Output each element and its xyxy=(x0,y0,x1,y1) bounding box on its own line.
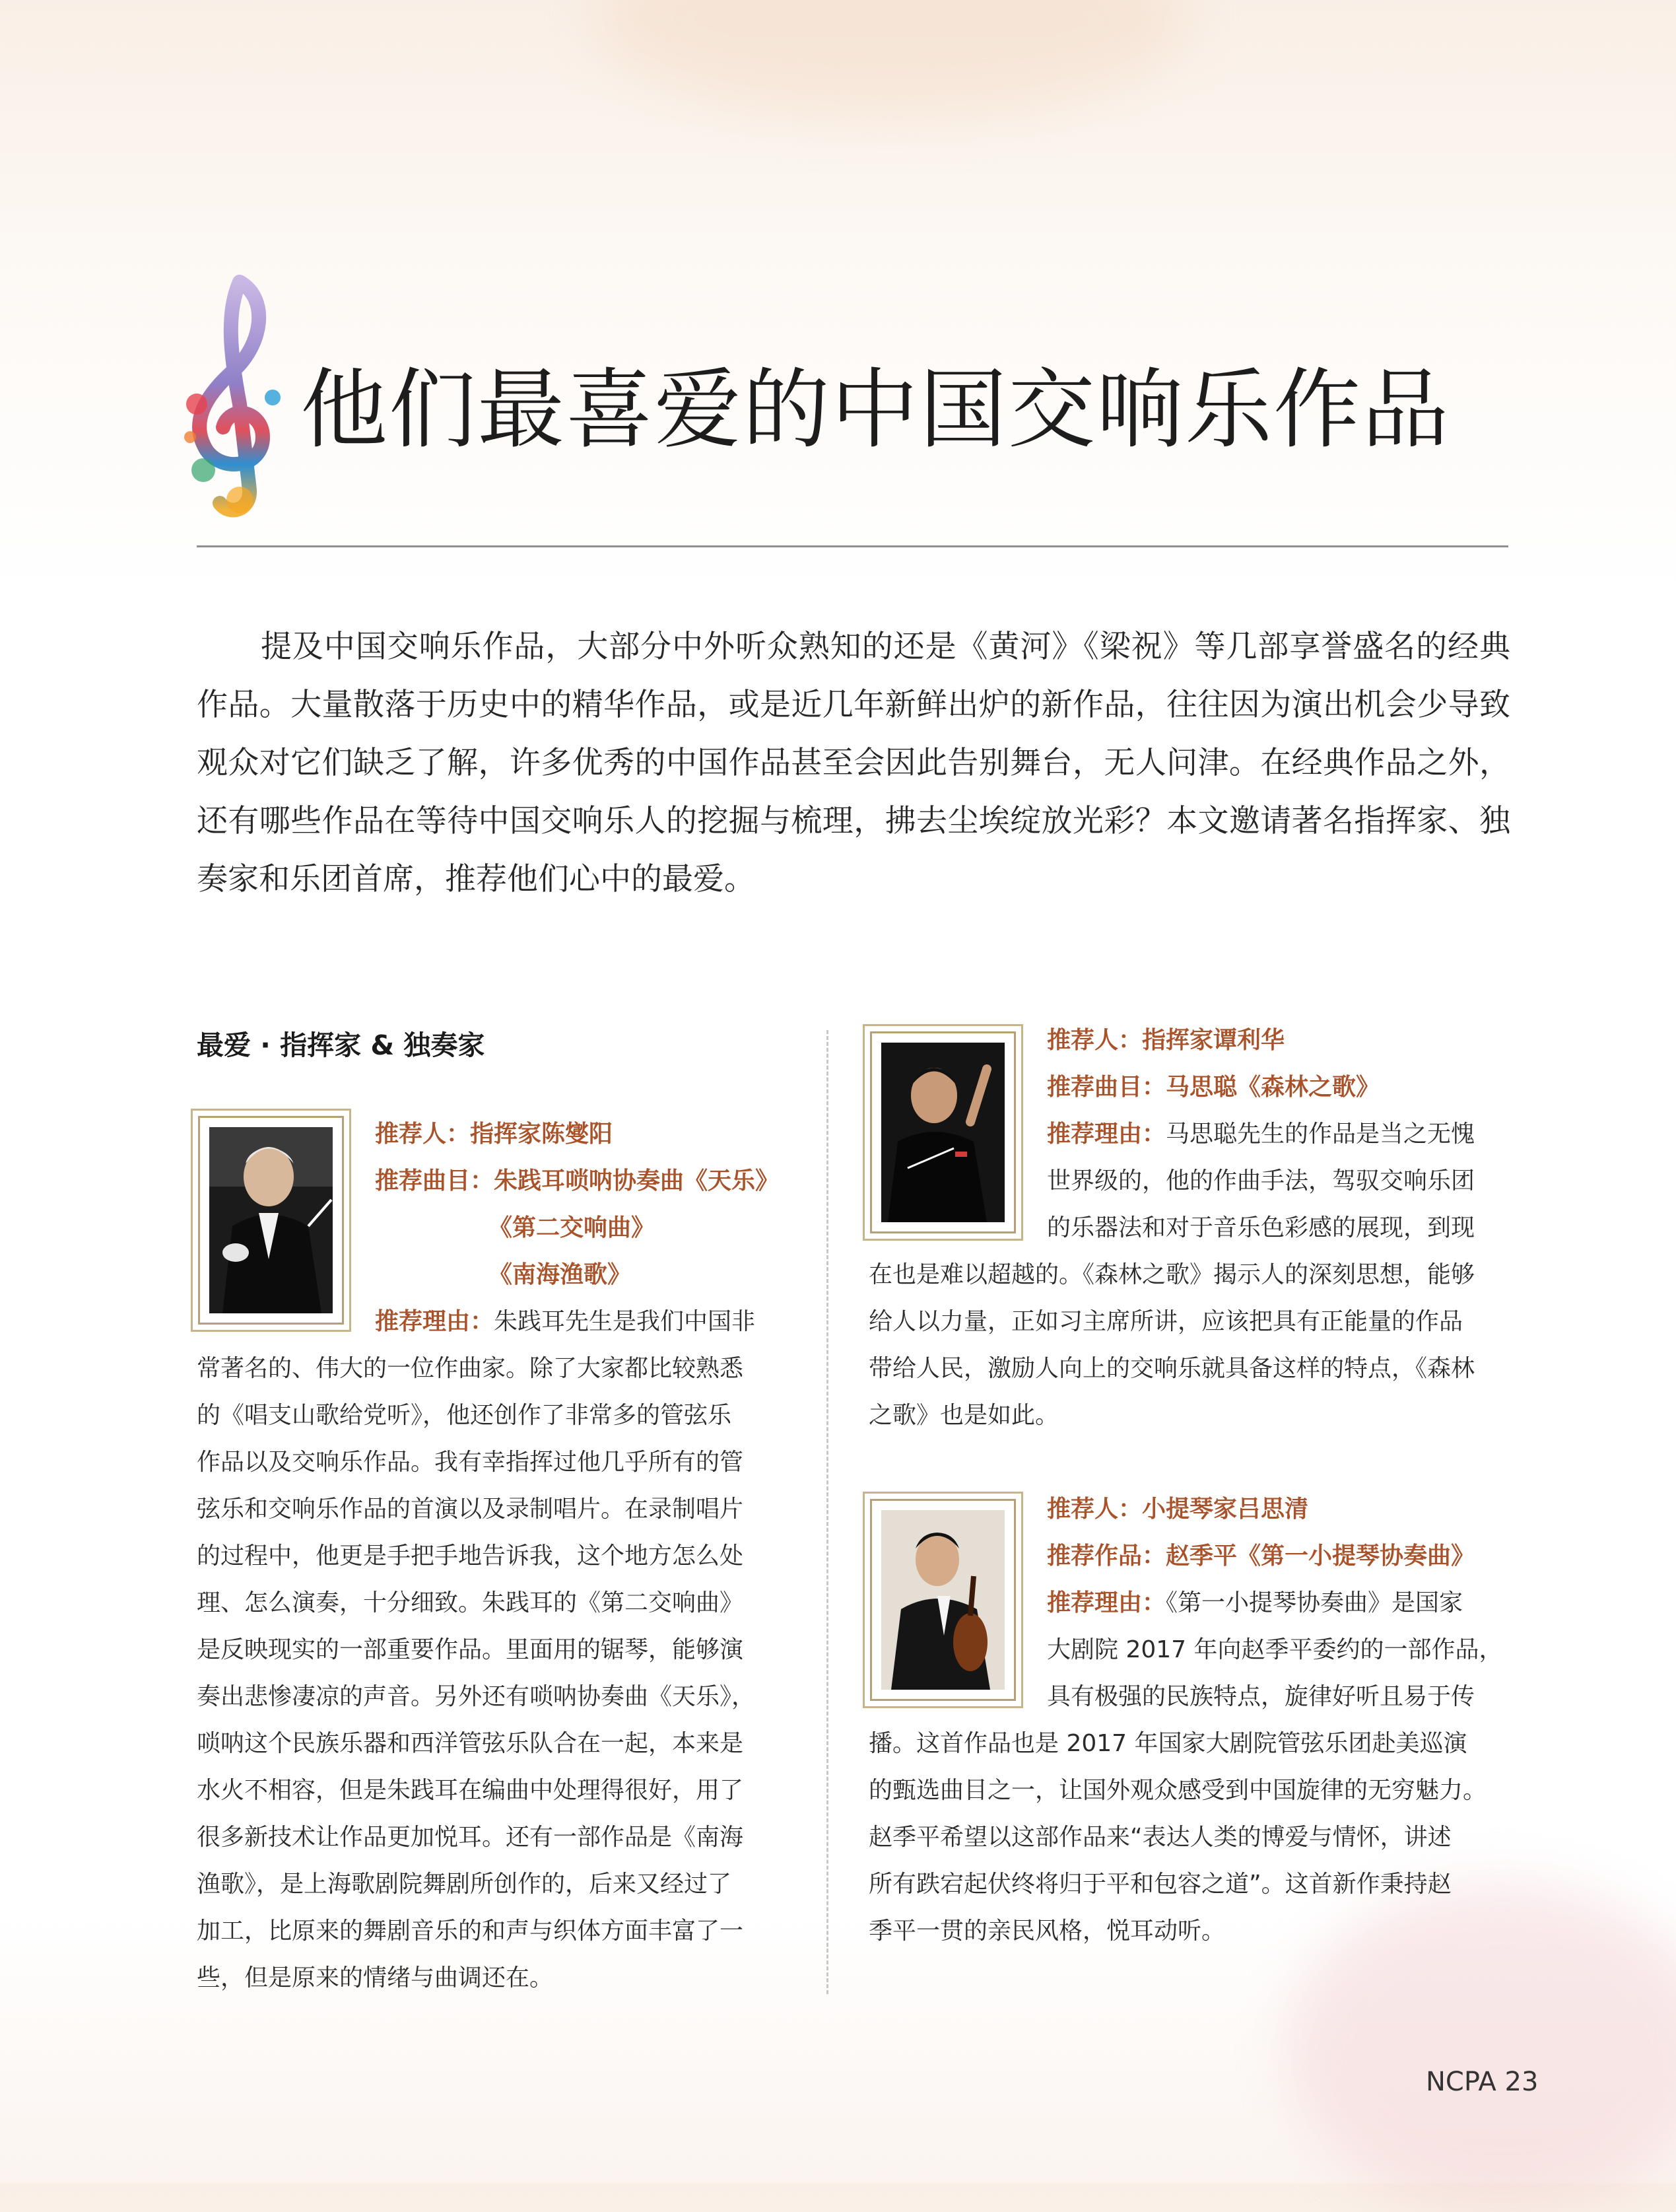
entry2-line: 给人以力量，正如习主席所讲，应该把具有正能量的作品 xyxy=(869,1308,1463,1335)
blossom-glow-top xyxy=(594,0,1188,119)
entry1-line: 水火不相容，但是朱践耳在编曲中处理得很好，用了 xyxy=(197,1777,744,1804)
entry1-reason-body xyxy=(197,1345,783,2001)
entry1-line: 是反映现实的一部重要作品。里面用的锯琴，能够演 xyxy=(197,1636,744,1663)
magazine-name: NCPA xyxy=(1426,2067,1496,2097)
section-heading: 最爱 · 指挥家 & 独奏家 xyxy=(197,1029,485,1061)
column-divider xyxy=(826,1030,828,1994)
entry3-works xyxy=(1047,1533,1475,1579)
entry1-line: 作品以及交响乐作品。我有幸指挥过他几乎所有的管 xyxy=(197,1449,744,1476)
entry1-work-2: 《第二交响曲》 xyxy=(488,1214,655,1241)
title-rule xyxy=(197,545,1508,547)
entry1-works xyxy=(375,1158,779,1204)
entry3-line: 具有极强的民族特点，旋律好听且易于传 xyxy=(1047,1683,1475,1710)
entry1-line: 唢呐这个民族乐器和西洋管弦乐队合在一起，本来是 xyxy=(197,1730,744,1757)
entry1-work-3: 《南海渔歌》 xyxy=(488,1261,632,1288)
entry3-line: 的甄选曲目之一，让国外观众感受到中国旋律的无穷魅力。 xyxy=(869,1777,1487,1804)
entry3-reason-label: 推荐理由： xyxy=(1047,1589,1166,1616)
photo-chen-xieyang xyxy=(198,1116,344,1325)
entry1-reason-line-1: 朱践耳先生是我们中国非 xyxy=(494,1308,756,1335)
photo-tan-lihua xyxy=(870,1031,1016,1233)
treble-clef-icon xyxy=(177,272,289,523)
entry1-line: 些，但是原来的情绪与曲调还在。 xyxy=(197,1964,554,1991)
entry2-works-label: 推荐曲目： xyxy=(1047,1074,1166,1101)
entry3-work-1: 赵季平《第一小提琴协奏曲》 xyxy=(1166,1542,1475,1570)
photo-lv-siqing xyxy=(870,1499,1016,1701)
entry2-reason-first xyxy=(1047,1111,1475,1158)
entry2-line: 之歌》也是如此。 xyxy=(869,1402,1059,1429)
entry3-recommender: 推荐人：小提琴家吕思清 xyxy=(1047,1496,1309,1523)
entry1-reason-label: 推荐理由： xyxy=(375,1308,494,1335)
page-title: 他们最喜爱的中国交响乐作品 xyxy=(300,359,1450,461)
entry3-line: 大剧院 2017 年向赵季平委约的一部作品， xyxy=(1047,1636,1503,1663)
entry2-line: 世界级的，他的作曲手法，驾驭交响乐团 xyxy=(1047,1167,1475,1194)
entry1-recommender: 推荐人：指挥家陈燮阳 xyxy=(375,1121,613,1148)
entry3-reason-line-1: 《第一小提琴协奏曲》是国家 xyxy=(1166,1589,1463,1616)
entry3-line: 季平一贯的亲民风格，悦耳动听。 xyxy=(869,1918,1226,1945)
entry1-line: 的过程中，他更是手把手地告诉我，这个地方怎么处 xyxy=(197,1542,744,1570)
entry1-line: 加工，比原来的舞剧音乐的和声与织体方面丰富了一 xyxy=(197,1918,744,1945)
entry3-works-label: 推荐作品： xyxy=(1047,1542,1166,1570)
entry3-line: 赵季平希望以这部作品来“表达人类的博爱与情怀，讲述 xyxy=(869,1824,1452,1851)
entry1-works-label: 推荐曲目： xyxy=(375,1167,494,1194)
entry3-line: 播。这首作品也是 2017 年国家大剧院管弦乐团赴美巡演 xyxy=(869,1730,1467,1757)
entry3-line: 所有跌宕起伏终将归于平和包容之道”。这首新作秉持赵 xyxy=(869,1871,1452,1898)
entry2-works xyxy=(1047,1064,1380,1111)
page-footer xyxy=(1426,2067,1538,2097)
conductor-silhouette-icon xyxy=(881,1043,1005,1222)
entry1-line: 常著名的、伟大的一位作曲家。除了大家都比较熟悉 xyxy=(197,1355,744,1382)
entry1-line: 弦乐和交响乐作品的首演以及录制唱片。在录制唱片 xyxy=(197,1496,744,1523)
entry3-reason-first xyxy=(1047,1579,1463,1626)
intro-text: 提及中国交响乐作品，大部分中外听众熟知的还是《黄河》《梁祝》等几部享誉盛名的经典作品。大量散落于历史中的精华作品，或是近几年新鲜出炉的新作品，往往因为演出机会少导致观众对它们缺乏了解，许多优秀的中国作品甚至会因此告别舞台，无人问津。在经典作品之外，还有哪些作品在等待中国交响乐人的挖掘与梳理，拂去尘埃绽放光彩？本文邀请著名指挥家、独奏家和乐团首席，推荐他们心中的最爱。 xyxy=(197,629,1510,897)
entry2-reason-body xyxy=(869,1251,1509,1439)
entry2-recommender: 推荐人：指挥家谭利华 xyxy=(1047,1027,1285,1054)
entry1-line: 的《唱支山歌给党听》，他还创作了非常多的管弦乐 xyxy=(197,1402,732,1429)
page-number: 23 xyxy=(1504,2067,1539,2097)
entry2-line: 的乐器法和对于音乐色彩感的展现，到现 xyxy=(1047,1214,1475,1241)
intro-paragraph xyxy=(197,618,1510,909)
entry2-line: 带给人民，激励人向上的交响乐就具备这样的特点，《森林 xyxy=(869,1355,1475,1382)
entry1-reason-first xyxy=(375,1298,755,1345)
entry1-work-1: 朱践耳唢呐协奏曲《天乐》 xyxy=(494,1167,780,1194)
entry3-reason-body xyxy=(869,1720,1509,1954)
entry2-line: 在也是难以超越的。《森林之歌》揭示人的深刻思想，能够 xyxy=(869,1261,1475,1288)
conductor-silhouette-icon xyxy=(209,1127,333,1313)
entry1-line: 理、怎么演奏，十分细致。朱践耳的《第二交响曲》 xyxy=(197,1589,744,1616)
entry2-reason-indented xyxy=(1047,1158,1509,1251)
entry3-reason-indented xyxy=(1047,1626,1509,1720)
entry2-reason-line-1: 马思聪先生的作品是当之无愧 xyxy=(1166,1121,1475,1148)
entry1-line: 奏出悲惨凄凉的声音。另外还有唢呐协奏曲《天乐》， xyxy=(197,1683,756,1710)
entry1-line: 渔歌》，是上海歌剧院舞剧所创作的，后来又经过了 xyxy=(197,1871,732,1898)
violinist-silhouette-icon xyxy=(881,1510,1005,1690)
entry2-work-1: 马思聪《森林之歌》 xyxy=(1166,1074,1380,1101)
entry1-line: 很多新技术让作品更加悦耳。还有一部作品是《南海 xyxy=(197,1824,744,1851)
entry2-reason-label: 推荐理由： xyxy=(1047,1121,1166,1148)
